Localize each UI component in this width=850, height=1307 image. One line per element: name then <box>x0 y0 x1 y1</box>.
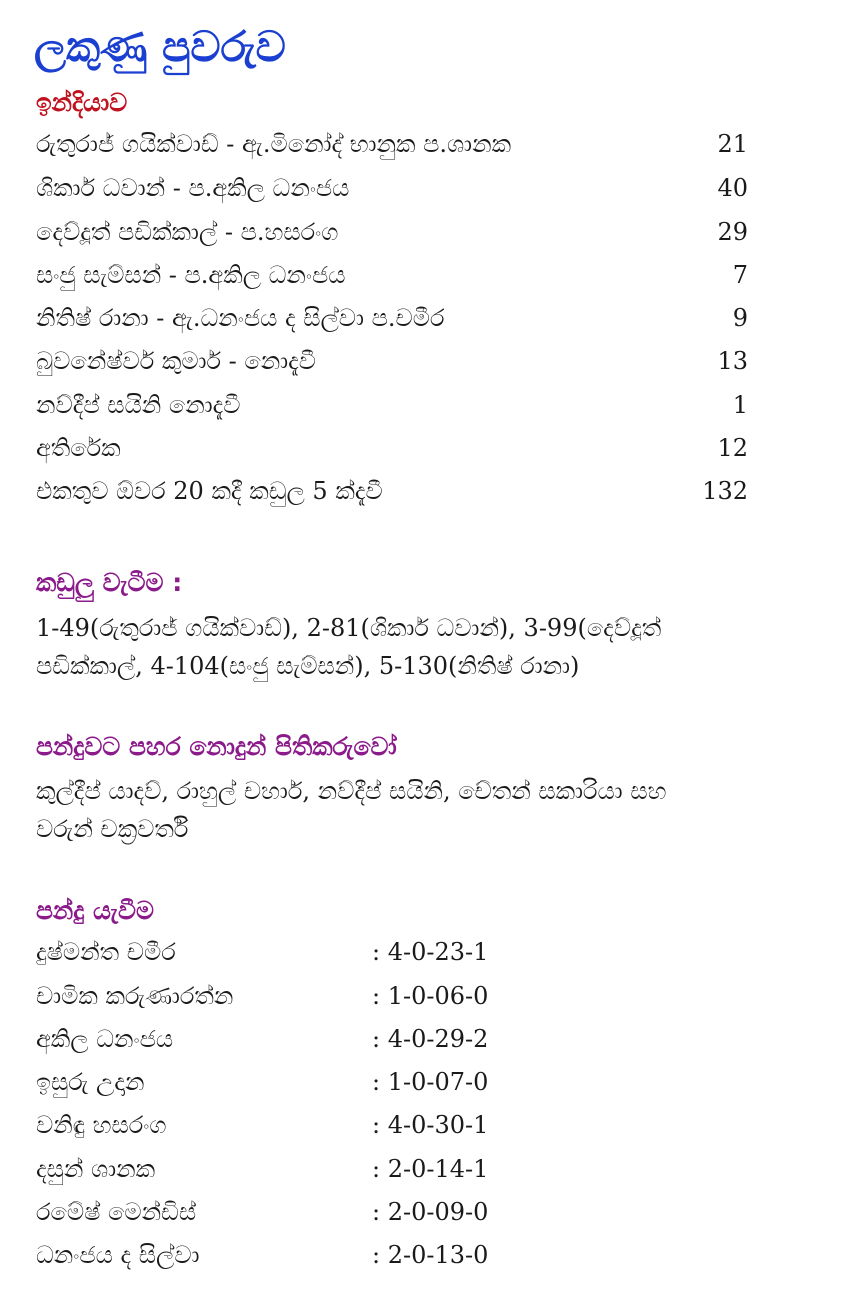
batter-name: බුවනේෂ්වර් කුමාර් - නොදැවී <box>36 347 317 375</box>
bowling-row <box>36 938 596 972</box>
did-not-bat-line: කුල්දීප් යාදව්, රාහුල් චහාර්, නව්දීප් සයිනි, චේතන් සකාරියා සහ <box>36 777 667 805</box>
batting-row <box>36 304 748 338</box>
bowler-name: රමේෂ් මෙන්ඩිස් <box>36 1198 197 1226</box>
bowler-name: ධනංජය ද සිල්වා <box>36 1241 200 1269</box>
bowler-name: වනිඳු හසරංග <box>36 1111 167 1139</box>
batting-row <box>36 261 748 295</box>
bowler-figures: : 2-0-13-0 <box>372 1241 489 1269</box>
bowler-name: දුෂ්මන්ත චමීර <box>36 938 176 966</box>
fall-of-wickets-heading: කඩුලු වැටීම : <box>36 568 183 597</box>
bowling-row <box>36 1241 596 1275</box>
extras-label: අතිරේක <box>36 434 121 462</box>
batter-runs: 7 <box>732 261 748 289</box>
bowling-row <box>36 1198 596 1232</box>
batting-row <box>36 391 748 425</box>
fall-of-wickets-line: 1-49(රුතුරාජ් ගයික්වාඩ්), 2-81(ශිකාර් ධවාන්), 3-99(දෙව්දූත් <box>36 614 662 642</box>
did-not-bat-text <box>36 772 816 848</box>
page-title: ලකුණු පුවරුව <box>34 22 286 71</box>
bowler-name: චාමික කරුණාරත්න <box>36 982 234 1010</box>
bowler-figures: : 2-0-09-0 <box>372 1198 489 1226</box>
bowler-name: දසුන් ශානක <box>36 1155 156 1183</box>
did-not-bat-heading: පන්දුවට පහර නොදුන් පිතිකරුවෝ <box>36 732 397 761</box>
bowling-heading: පන්දු යැවීම <box>36 896 154 925</box>
batting-row <box>36 218 748 252</box>
batter-name: නිතිෂ් රානා - ඇ.ධනංජය ද සිල්වා ප.චමීර <box>36 304 445 332</box>
batter-runs: 21 <box>717 130 748 158</box>
batter-name: සංජු සැම්සන් - ප.අකිල ධනංජය <box>36 261 346 289</box>
extras-row <box>36 434 748 468</box>
fall-of-wickets-text <box>36 609 816 685</box>
batter-runs: 40 <box>717 174 748 202</box>
fall-of-wickets-line: පඩික්කාල්, 4-104(සංජු සැම්සන්), 5-130(නිතිෂ් රානා) <box>36 652 580 680</box>
bowler-figures: : 4-0-23-1 <box>372 938 489 966</box>
batter-name: රුතුරාජ් ගයික්වාඩ් - ඇ.මිනෝද් භානුක ප.ශානක <box>36 130 512 158</box>
bowler-name: ඉසුරු උදාන <box>36 1068 145 1096</box>
batter-name: දෙව්දූත් පඩික්කාල් - ප.හසරංග <box>36 218 339 246</box>
bowler-figures: : 1-0-06-0 <box>372 982 489 1010</box>
bowler-figures: : 1-0-07-0 <box>372 1068 489 1096</box>
batting-team-heading: ඉන්දියාව <box>36 88 128 117</box>
did-not-bat-line: වරුන් චක්‍රවර්ති <box>36 815 189 843</box>
batting-row <box>36 347 748 381</box>
batting-row <box>36 174 748 208</box>
batter-name: නව්දීප් සයිනි නොදැවී <box>36 391 241 419</box>
bowler-figures: : 2-0-14-1 <box>372 1155 489 1183</box>
bowler-name: අකිල ධනංජය <box>36 1025 174 1053</box>
bowler-figures: : 4-0-30-1 <box>372 1111 489 1139</box>
bowling-row <box>36 982 596 1016</box>
batter-runs: 29 <box>717 218 748 246</box>
batter-runs: 1 <box>732 391 748 419</box>
bowling-row <box>36 1111 596 1145</box>
bowler-figures: : 4-0-29-2 <box>372 1025 489 1053</box>
total-label: එකතුව ඕවර 20 කදී කඩුල 5 ක්දැවී <box>36 477 383 505</box>
total-row <box>36 477 748 511</box>
batter-name: ශිකාර් ධවාන් - ප.අකිල ධනංජය <box>36 174 350 202</box>
bowling-row <box>36 1155 596 1189</box>
batter-runs: 13 <box>717 347 748 375</box>
extras-runs: 12 <box>717 434 748 462</box>
total-runs: 132 <box>702 477 748 505</box>
batter-runs: 9 <box>732 304 748 332</box>
bowling-row <box>36 1025 596 1059</box>
bowling-row <box>36 1068 596 1102</box>
batting-row <box>36 130 748 164</box>
